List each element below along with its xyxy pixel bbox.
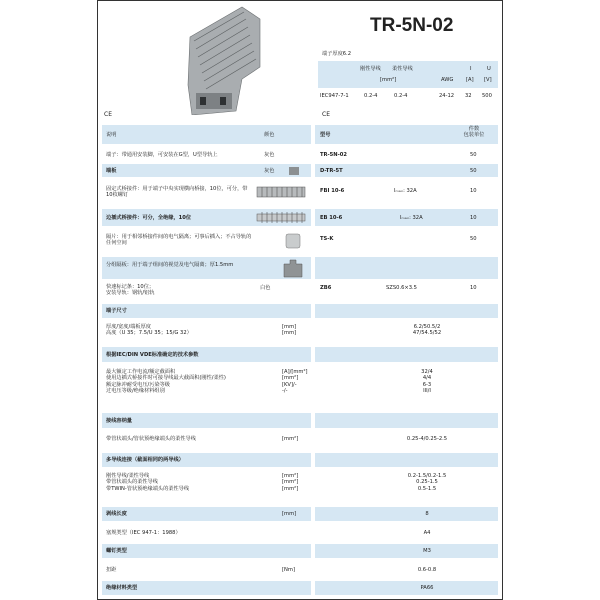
row-spec-fixed-bridge: Iₘₐₓ: 32A — [394, 188, 417, 194]
ce-mark-right: CE — [322, 111, 330, 118]
row-color-marker: 白色 — [260, 285, 271, 291]
dimensions-labels: 厚度/宽度/端板厚度 高度（U 35；7.5/U 35；15/G 32） — [106, 324, 192, 337]
unit-mm: [mm²] — [380, 77, 397, 83]
row-desc-group-partition: 分组隔板：用于端子组间的视觉及电气隔离；厚1.5mm — [106, 262, 234, 268]
row-model-separator: TS-K — [320, 236, 334, 242]
pack-header: 件数 包装单位 — [463, 126, 485, 139]
row-pack-terminal: 50 — [470, 152, 477, 158]
ferrule-label: 带管状端头/管状预绝缘端头的柔性导线 — [106, 436, 196, 442]
product-title: TR-5N-02 — [370, 15, 454, 36]
row-desc-fixed-bridge: 固定式桥接件：用于端子中央实现横向桥接，10位，可分，带10枚螺钉 — [106, 186, 248, 199]
insulation-label: 绝缘材料类型 — [106, 585, 138, 591]
row-model-fixed-bridge: FBI 10-6 — [320, 188, 345, 194]
gauge-label: 塞规类型（IEC 947-1：1988） — [106, 530, 181, 536]
insulation-value: PA66 — [420, 585, 434, 591]
multi-conductor-title: 多导线连接（截面相同的两导线） — [106, 457, 184, 463]
end-plate-icon — [288, 166, 300, 176]
row-color-terminal: 灰色 — [264, 152, 275, 158]
row-flex: 0.2-4 — [394, 93, 408, 99]
ce-mark-left: CE — [104, 111, 112, 118]
row-model-endplate: D-TR-5T — [320, 168, 343, 174]
row-standard: IEC947-7-1 — [320, 93, 349, 99]
row-model-marker: ZB6 — [320, 285, 332, 291]
row-rigid: 0.2-4 — [364, 93, 378, 99]
screw-type-value: M3 — [423, 548, 431, 554]
gauge-value: A4 — [423, 530, 431, 536]
iec-units: [A]/[mm²] [mm²] [KV]/- -/- — [282, 369, 308, 395]
row-current: 32 — [465, 93, 472, 99]
row-desc-marker: 快速标记条：10位； 安装导轨：钢轨/铝轨 — [106, 284, 155, 297]
row-desc-endplate: 端板 — [106, 168, 117, 174]
awg-label: AWG — [441, 77, 454, 83]
fixed-bridge-icon — [256, 185, 306, 199]
color-header: 颜色 — [264, 132, 275, 138]
screw-type-label: 螺钉类型 — [106, 548, 127, 554]
v-unit: [V] — [484, 77, 492, 83]
multi-conductor-units: [mm²] [mm²] [mm²] — [282, 473, 299, 492]
row-desc-terminal: 端子：带通用安装脚，可安装在G型，U型导轨上 — [106, 152, 218, 158]
row-pack-marker: 10 — [470, 285, 477, 291]
multi-conductor-values: 0.2-1.5/0.2-1.5 0.25-1.5 0.5-1.5 — [407, 473, 447, 492]
row-spec-side-bridge: Iₘₐₓ: 32A — [400, 215, 423, 221]
row-pack-fixed-bridge: 10 — [470, 188, 477, 194]
multi-conductor-labels: 刚性导线/柔性导线 带管状端头的柔性导线 带TWIN-管状预绝缘端头的柔性导线 — [106, 473, 190, 492]
row-pack-separator: 50 — [470, 236, 477, 242]
side-bridge-icon — [256, 211, 306, 224]
col-rigid: 刚性导线 — [360, 66, 381, 72]
strip-length-label: 剥线长度 — [106, 511, 127, 517]
ferrule-unit: [mm²] — [282, 436, 299, 442]
model-header: 型号 — [320, 132, 331, 138]
group-partition-icon — [282, 258, 304, 278]
ferrule-title: 接线容纳量 — [106, 418, 132, 424]
datasheet — [97, 0, 503, 600]
dimensions-units: [mm] [mm] — [282, 324, 297, 337]
desc-header: 说明 — [106, 132, 117, 138]
row-pack-endplate: 50 — [470, 168, 477, 174]
row-voltage: 500 — [482, 93, 492, 99]
torque-value: 0.6-0.8 — [417, 567, 437, 573]
separator-plate-icon — [284, 233, 302, 249]
spec-heading: 端子厚度6.2 — [322, 51, 351, 57]
ferrule-value: 0.25-4/0.25-2.5 — [406, 436, 448, 442]
terminal-block-image — [180, 5, 262, 115]
strip-length-value: 8 — [425, 511, 429, 517]
iec-values: 32/4 4/4 6-3 III/I — [421, 369, 433, 395]
row-awg: 24-12 — [439, 93, 455, 99]
row-desc-separator: 隔片：用于相邻桥接件间的电气隔离；可事后插入；不占导轨的任何空间 — [106, 234, 252, 247]
row-model-side-bridge: EB 10-6 — [320, 215, 343, 221]
strip-length-unit: [mm] — [282, 511, 297, 517]
iec-labels: 最大额定工作电流/额定截面积 使用边插式桥接件时可接导线最大截面积(刚性/柔性) 额定脉冲耐受电压/污染等级 过电压等级/绝缘材料组别 — [106, 369, 226, 395]
a-unit: [A] — [466, 77, 474, 83]
i-label: I — [470, 66, 472, 72]
dimensions-values: 6.2/50.5/2 47/54.5/52 — [412, 324, 442, 337]
torque-unit: [Nm] — [282, 567, 295, 573]
torque-label: 扭距 — [106, 567, 117, 573]
col-flex: 柔性导线 — [392, 66, 413, 72]
row-color-endplate: 灰色 — [264, 168, 275, 174]
row-spec-marker: SZS0.6×3.5 — [386, 285, 417, 291]
iec-title: 根据IEC/DIN VDE标准确定的技术参数 — [106, 352, 199, 358]
dimensions-title: 端子尺寸 — [106, 308, 127, 314]
row-pack-side-bridge: 10 — [470, 215, 477, 221]
row-desc-side-bridge: 边插式桥接件：可分，全绝缘，10位 — [106, 215, 192, 221]
u-label: U — [487, 66, 491, 72]
row-model-terminal: TR-5N-02 — [320, 152, 348, 158]
